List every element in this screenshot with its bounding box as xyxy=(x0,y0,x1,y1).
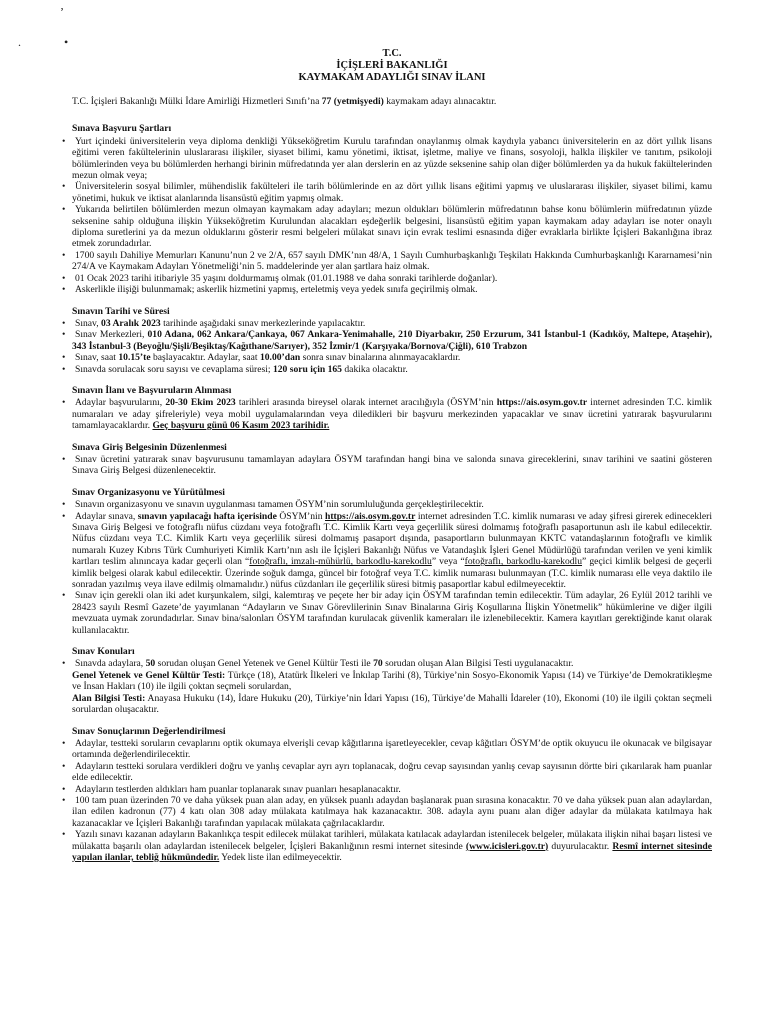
number: 50 xyxy=(145,658,156,670)
list-item-text: 01 Ocak 2023 tarihi itibariyle 35 yaşını doldurmamış olmak (01.01.1988 ve daha sonraki tarihlerde doğanlar). xyxy=(75,272,498,284)
bullet-icon: • xyxy=(62,204,66,216)
text: Yedek liste ilan edilmeyecektir. xyxy=(219,851,342,863)
ais-link[interactable]: https://ais.osym.gov.tr xyxy=(325,510,416,522)
text: ” geçici kimlik belgesi de geçerli kimlik belgesi olarak kabul edilecektir. Üzerinde soğuk damga, güncel bir fotoğraf veya T.C. kimlik numarası bulunmayan (T.C. kimlik numarası elle veya daktilo ile sonradan yazılmış veya ilave edilmiş olmamalıdır.) nüfus cüzdanları ile geçerlilik süresi bitmiş pasaportlar kabul edilmeyecektir. xyxy=(72,556,712,591)
bullet-icon: • xyxy=(62,794,66,806)
list-item xyxy=(62,317,712,329)
number: 70 xyxy=(373,658,383,670)
section-title: Sınavın İlanı ve Başvuruların Alınması xyxy=(72,384,232,396)
text: sorudan oluşan Alan Bilgisi Testi uygulanacaktır. xyxy=(382,658,574,670)
bullet-icon: • xyxy=(62,397,66,409)
paragraph-label: Alan Bilgisi Testi: xyxy=(72,692,146,704)
text: Sınav, saat xyxy=(75,352,119,364)
bullet-icon: • xyxy=(62,737,66,749)
list-item xyxy=(62,658,712,670)
list-item xyxy=(62,760,712,784)
text: Sınavda sorulacak soru sayısı ve cevaplama süresi; xyxy=(75,363,273,375)
text: dakika olacaktır. xyxy=(341,363,408,375)
bullet-icon: • xyxy=(62,135,66,147)
bullet-icon: • xyxy=(62,272,66,284)
list-item-text: Yukarıda belirtilen bölümlerden mezun olmayan kaymakam aday adayları; mezun oldukları bölümlerin müfredatının bahse konu bölümlerin müfredatının yüzde seksenine sahip olduğuna ilişkin Yükseköğretim Kurulundan alacakları eşdeğerlik belgesini, lisansüstü eğitim yapan kaymakam aday adayları ise noter onaylı diploma suretlerini ya da mezun olduklarını gösterir resmi belgeleri mülakat sınavı için evrak teslimi esnasında diğer evraklarla birlikte İçişleri Bakanlığına ibraz etmek zorundadırlar. xyxy=(72,204,712,250)
section-title: Sınav Organizasyonu ve Yürütülmesi xyxy=(72,486,225,498)
bullet-icon: • xyxy=(62,317,66,329)
intro-count: 77 (yetmişyedi) xyxy=(321,96,384,107)
bullet-icon: • xyxy=(62,658,66,670)
intro-text-end: kaymakam adayı alınacaktır. xyxy=(383,96,497,107)
text: ” veya “ xyxy=(431,556,465,568)
text: sonra sınav binalarına alınmayacaklardır. xyxy=(300,352,461,364)
section-title: Sınava Giriş Belgesinin Düzenlenmesi xyxy=(72,441,227,453)
icisleri-link[interactable]: (www.icisleri.gov.tr) xyxy=(465,840,549,852)
text: başlayacaktır. Adaylar, saat xyxy=(150,352,260,364)
list-item-text: Sınavın organizasyonu ve sınavın uygulanması tamamen ÖSYM’nin sorumluluğunda gerçekleştirilecektir. xyxy=(75,499,484,511)
text: ÖSYM’nin xyxy=(276,510,325,522)
list-item-text: Yurt içindeki üniversitelerin veya diploma denkliği Yükseköğretim Kurulu tarafından onaylanmış olmak kaydıyla yabancı üniversitelerin en az dört yıllık lisans eğitimi veren fakültelerinin uluslararası ilişkiler, siyaset bilimi, kamu yönetimi, iktisat, işletme, maliye ve finans, sosyoloji, halkla ilişkiler ve tanıtım, psikoloji bölümlerinden veya bu bölümlerden herhangi birinin müfredatında yer alan derslerin en az yüzde seksenine sahip olan diğer bölümlerden ya da hukuk fakültelerinden mezun olmak veya; xyxy=(72,135,712,182)
text: Adaylar sınava, xyxy=(75,510,138,522)
list-item-text: Sınav ücretini yatırarak sınav başvurusunu tamamlayan adaylara ÖSYM tarafından hangi bina ve salonda sınava gireceklerini, sınav tarihini ve saatini gösteren Sınava Giriş Belgesi düzenlenecektir. xyxy=(72,453,712,477)
paragraph-text: Anayasa Hukuku (14), İdare Hukuku (20), Türkiye’nin İdari Yapısı (16), Türkiye’de Mahalli İdareler (10), Ekonomi (10) ile ilgili çoktan seçmeli sorulardan oluşacaktır. xyxy=(72,692,712,716)
section-application-requirements xyxy=(62,123,712,296)
list-item xyxy=(62,135,712,182)
list-item xyxy=(62,272,712,284)
field-test-paragraph xyxy=(72,693,712,716)
application-dates: 20-30 Ekim 2023 xyxy=(165,397,236,409)
text: Adaylar başvurularını, xyxy=(75,397,166,409)
header-line-tc: T.C. xyxy=(382,48,402,59)
bullet-icon: • xyxy=(62,181,66,193)
text: Sınav, xyxy=(75,317,102,329)
section-title: Sınav Sonuçlarının Değerlendirilmesi xyxy=(72,725,226,737)
late-application-date: Geç başvuru günü 06 Kasım 2023 tarihidir. xyxy=(152,420,330,432)
text: Sınav Merkezleri, xyxy=(75,329,148,341)
text: duyurulacaktır. xyxy=(548,840,613,852)
list-item xyxy=(62,204,712,250)
text: tarihleri arasında bireysel olarak internet aracılığıyla (ÖSYM’nin xyxy=(235,397,497,409)
list-item-text: 1700 sayılı Dahiliye Memurları Kanunu’nun 2 ve 2/A, 657 sayılı DMK’nın 48/A, 1 Sayılı Cumhurbaşkanlığı Teşkilatı Hakkında Cumhurbaşkanlığı Kararnamesi’nin 274/A ve Kaymakam Adayları Yönetmeliği’nin 5. maddelerinde yer alan şartlara haiz olmak. xyxy=(72,249,712,273)
list-item xyxy=(62,284,712,296)
list-item-text: Adayların testlerden aldıkları ham puanlar toplanarak sınav puanları hesaplanacaktır. xyxy=(75,783,401,795)
entry-deadline: 10.00’dan xyxy=(259,352,301,364)
list-item-text: Üniversitelerin sosyal bilimler, mühendislik fakülteleri ile tarih bölümlerinde en az dört yıllık lisans eğitimi yapmış ve uluslararası ilişkiler, siyaset bilimi, kamu yönetimi, hukuk ve iktisat alanlarında lisansüstü eğitim yapmış olmak. xyxy=(72,181,712,204)
bullet-icon: • xyxy=(62,499,66,511)
list-item xyxy=(62,363,712,375)
underlined-text: fotoğraflı, imzalı-mühürlü, barkodlu-karekodlu xyxy=(249,556,432,568)
announcement-document xyxy=(62,48,713,873)
text: Yazılı sınavı kazanan adayların Bakanlıkça tespit edilecek mülakat tarihleri, mülakata katılacak adaylardan istenilecek belgeler, mülakata ilişkin nihai başarı listesi ve mülakatta başarılı olan adaylardan istenilecek belgeler, İçişleri Bakanlığının resmi internet sitesinde xyxy=(72,829,712,852)
bullet-icon: • xyxy=(62,352,66,364)
scan-speck: . xyxy=(18,35,21,49)
list-item xyxy=(62,783,712,795)
section-exam-topics xyxy=(62,646,712,716)
section-announcement-applications xyxy=(62,384,712,432)
list-item xyxy=(62,499,712,511)
scan-speck: ʼ xyxy=(60,5,64,19)
section-organization xyxy=(62,486,713,636)
list-item xyxy=(62,181,712,204)
section-title: Sınav Konuları xyxy=(72,646,135,658)
start-time: 10.15’te xyxy=(118,352,151,364)
question-count: 120 soru için 165 xyxy=(272,363,342,375)
exam-date: 03 Aralık 2023 xyxy=(101,317,161,329)
section-title: Sınava Başvuru Şartları xyxy=(72,123,172,135)
bullet-icon: • xyxy=(62,829,66,841)
bullet-icon: • xyxy=(62,329,66,341)
bullet-icon: • xyxy=(62,590,66,602)
list-item xyxy=(62,453,712,477)
section-results-evaluation xyxy=(62,725,712,864)
text: tarihinde aşağıdaki sınav merkezlerinde yapılacaktır. xyxy=(160,317,366,329)
bullet-icon: • xyxy=(62,453,66,465)
paragraph-label: Genel Yetenek ve Genel Kültür Testi: xyxy=(72,669,226,681)
bullet-icon: • xyxy=(62,249,66,261)
bullet-icon: • xyxy=(62,284,66,296)
intro-paragraph xyxy=(72,96,712,107)
text: internet adresinden T.C. kimlik numarası ve aday şifresi girerek edinecekleri Sınava Giriş Belgesi ve fotoğraflı nüfus cüzdanı veya fotoğraflı T.C. Kimlik Kartı veya geçerlilik süresi dolmamış fotoğraflı pasaportunun aslı ile kabul edilecektir. Nüfus cüzdanı veya T.C. Kimlik Kartı veya geçerlilik süresi dolmamış pasaport dışında, pasaportların bulunmayan KKTC vatandaşlarının fotoğraflı ve kimlik numaralı Kuzey Kıbrıs Türk Cumhuriyeti Kimlik Kartı’nın aslı ile İçişleri Bakanlığı Nüfus ve Vatandaşlık İşleri Genel Müdürlüğü tarafından verilen ve yeni kimlik kartları teslim alınıncaya kadar geçerli olan “ xyxy=(72,510,713,568)
scan-speck: • xyxy=(64,35,69,49)
list-item xyxy=(62,352,712,364)
section-entry-document xyxy=(62,441,712,477)
list-item-text: Sınav için gerekli olan iki adet kurşunkalem, silgi, kalemtıraş ve peçete her bir aday için ÖSYM tarafından temin edilecektir. Tüm adaylar, 26 Eylül 2012 tarihli ve 28423 sayılı Resmî Gazete’de yayımlanan “Adayların ve Sınav Görevlilerinin Sınav Binalarına Giriş Koşullarına İlişkin Yönetmelik” hükümlerine ve diğer ilgili mevzuata uymak zorundadırlar. Sınav bina/salonları ÖSYM tarafından kurulacak güvenlik kameraları ile izlenebilecektir. Kamera kayıtları gerektiğinde kanıt olarak kullanılacaktır. xyxy=(72,590,712,636)
ais-link[interactable]: https://ais.osym.gov.tr xyxy=(496,397,588,409)
list-item-text: 100 tam puan üzerinden 70 ve daha yüksek puan alan aday, en yüksek puanlı adaydan başlanarak puan sırasına konacaktır. 70 ve daha yüksek puan alan adaylardan, ilan edilen kadronun (77) 4 katı olan 308 aday mülakata katılmaya hak kazanacaktır. 308. adayla aynı puanı alan diğer adaylar da mülakata katılmaya hak kazanacaklar ve İçişleri Bakanlığı tarafından yapılacak mülakata çağrılacaklardır. xyxy=(72,794,712,829)
list-item xyxy=(62,249,712,273)
bullet-icon: • xyxy=(62,510,66,522)
list-item xyxy=(62,829,712,863)
emphasis: sınavın yapılacağı hafta içerisinde xyxy=(137,510,277,522)
bullet-icon: • xyxy=(62,783,66,795)
header-line-ministry: İÇİŞLERİ BAKANLIĞI xyxy=(336,60,448,71)
exam-centers: 010 Adana, 062 Ankara/Çankaya, 067 Ankara-Yenimahalle, 210 Diyarbakır, 250 Erzurum, 341 İstanbul-1 (Kadıköy, Maltepe, Ataşehir), 343 İstanbul-3 (Beyoğlu/Şişli/Beşiktaş/Kağıthane/Sarıyer), 352 İzmir/1 (Karşıyaka/Bornova/Çiğli), 610 Trabzon xyxy=(72,329,712,352)
document-header xyxy=(72,48,712,84)
section-exam-date-duration xyxy=(62,305,712,375)
paragraph-text: Türkçe (18), Atatürk İlkeleri ve İnkılap Tarihi (8), Türkiye’nin Sosyo-Ekonomik Yapısı (14) ve Türkiye’de Demokratikleşme ve İnsan Hakları (10) ile ilgili çoktan seçmeli sorulardan, xyxy=(72,669,712,693)
text: Sınavda adaylara, xyxy=(75,658,146,670)
list-item xyxy=(62,737,712,761)
list-item-text: Adaylar, testteki soruların cevaplarını optik okumaya elverişli cevap kâğıtlarına işaretleyecekler, cevap kâğıtları ÖSYM’de optik okuyucu ile okunacak ve bilgisayar ortamında değerlendirilecektir. xyxy=(72,737,712,761)
underlined-text: fotoğraflı, barkodlu-karekodlu xyxy=(464,556,583,568)
list-item-text: Askerlikle ilişiği bulunmamak; askerlik hizmetini yapmış, erteletmiş veya yedek sınıfa geçirilmiş olmak. xyxy=(75,284,478,296)
general-test-paragraph xyxy=(72,670,712,693)
list-item-text: Adayların testteki sorulara verdikleri doğru ve yanlış cevaplar ayrı ayrı toplanacak, doğru cevap sayısından yanlış cevap sayısının dörtte biri çıkarılarak ham puanlar elde edilecektir. xyxy=(72,760,712,784)
bullet-icon: • xyxy=(62,363,66,375)
list-item xyxy=(62,590,712,636)
list-item xyxy=(62,510,713,591)
section-title: Sınavın Tarihi ve Süresi xyxy=(72,305,170,317)
list-item xyxy=(62,329,712,352)
list-item xyxy=(62,397,712,432)
bullet-icon: • xyxy=(62,760,66,772)
header-line-title: KAYMAKAM ADAYLIĞI SINAV İLANI xyxy=(298,72,486,83)
intro-text: T.C. İçişleri Bakanlığı Mülki İdare Amirliği Hizmetleri Sınıfı’na xyxy=(72,96,322,107)
text: sorudan oluşan Genel Yetenek ve Genel Kültür Testi ile xyxy=(155,658,374,670)
list-item xyxy=(62,794,712,829)
emphasis: Resmî internet sitesinde yapılan ilanlar, tebliğ hükmündedir. xyxy=(72,840,712,863)
text: internet adresinden T.C. kimlik numaraları ve aday şifreleriyle) veya mobil uygulamalarından veya diledikleri bir başvuru merkezinden yapacaklar ve sınav ücretini yatırarak başvurularını tamamlayacaklardır. xyxy=(72,397,712,432)
